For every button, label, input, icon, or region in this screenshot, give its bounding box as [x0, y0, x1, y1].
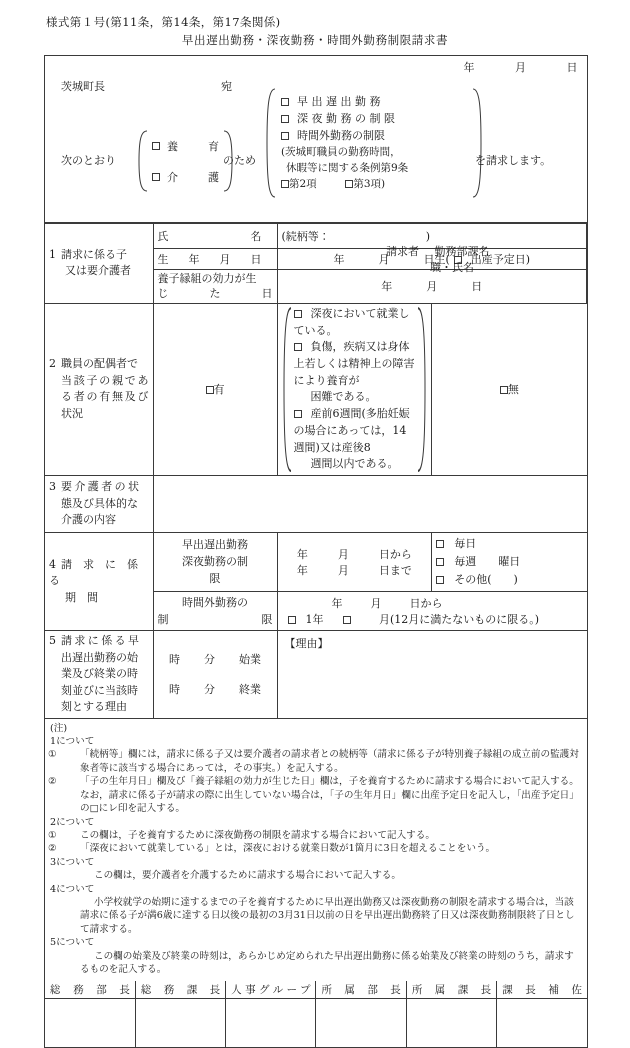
spouse-exists-no[interactable]: [432, 303, 587, 475]
ordinance-item-1: 第2項: [289, 178, 317, 191]
row1-label-line1: 請求に係る子: [61, 247, 127, 261]
notes-paragraph: この欄は，要介護者を介護するために請求する場合において記入する。: [94, 870, 401, 882]
checkbox-icon[interactable]: [281, 132, 289, 140]
stamp-body-row: [45, 998, 587, 1047]
birthdate-label-text: 生 年 月 日: [157, 253, 262, 266]
row2-label-line1: 職員の配偶者で: [61, 357, 138, 371]
notes-section-title: 3について: [50, 856, 95, 868]
date-month-label: 月: [515, 61, 527, 74]
request-kind-option-night[interactable]: [281, 111, 467, 127]
table-row-child-info: [45, 224, 587, 249]
notes-item-mark: ①: [48, 829, 57, 841]
addressee: 茨城町長: [61, 80, 105, 93]
work-hours-field[interactable]: [153, 631, 277, 718]
row4-number: 4: [49, 557, 56, 571]
overtime-option-1year: 1年: [305, 613, 324, 627]
brace-right-icon: [417, 306, 427, 473]
birth-month-label: 月: [378, 253, 390, 266]
checkbox-icon[interactable]: [281, 98, 289, 106]
table-row-period-1: [45, 532, 587, 591]
reason-header: 【理由】: [284, 637, 329, 651]
adoption-label-line1: 養子縁組の効力が生: [157, 272, 257, 285]
spouse-no-label: 無: [507, 383, 519, 397]
spouse-condition-option-2[interactable]: [294, 339, 416, 406]
row4-label: [45, 532, 153, 630]
row5-label: [45, 631, 153, 718]
overtime-from-line: [288, 595, 583, 611]
period-type-line3: 限: [209, 572, 221, 586]
row4-label-line2: 期 間: [65, 590, 98, 604]
row5-label-line4: 刻並びに当該時: [61, 683, 138, 697]
form-frame: [44, 55, 588, 1048]
period-type-early-night-label: [153, 532, 277, 591]
reason-option-ikuji[interactable]: [152, 138, 219, 154]
birth-due-label: 出産予定日): [470, 253, 531, 266]
checkbox-icon[interactable]: [343, 616, 351, 624]
adoption-field-label: [153, 270, 277, 304]
notes-section: [45, 718, 587, 981]
row5-label-line2: 出遅出勤務の始: [61, 650, 138, 664]
period-from-year: 年: [296, 547, 308, 561]
submission-date: [464, 59, 579, 75]
table-row-care-details: [45, 475, 587, 532]
overtime-from-day: 日から: [409, 597, 443, 611]
form-main-table: [45, 223, 587, 718]
start-work-label: 始業: [239, 653, 261, 667]
stamp-cell[interactable]: [406, 998, 496, 1047]
frequency-option-other[interactable]: [436, 571, 582, 589]
row2-number: 2: [49, 357, 56, 371]
request-kind-label: 早 出 遅 出 勤 務: [297, 94, 381, 108]
period-to-month: 月: [337, 563, 349, 577]
request-kind-label: 深 夜 勤 務 の 制 限: [297, 111, 395, 125]
ordinance-line-1: (茨城町職員の勤務時間，: [281, 145, 401, 158]
row3-label-line1: 要介護者の状: [61, 480, 139, 494]
end-hour-label: 時: [169, 683, 180, 697]
date-day-label: 日: [566, 61, 578, 74]
spouse-condition-text: 深夜において就業している。: [293, 306, 410, 337]
nodame-text: のため: [223, 154, 256, 167]
row3-label-line2: 態及び具体的な: [61, 496, 138, 510]
overtime-option-months: 月(12月に満たないものに限る。): [379, 613, 540, 627]
stamp-cell[interactable]: [316, 998, 406, 1047]
requester-field-name: 職・氏名: [430, 260, 474, 274]
spouse-condition-text-cont: 困難である。: [310, 390, 377, 404]
adoption-year-label: 年: [381, 280, 393, 294]
ordinance-item-2: 第3項): [353, 178, 386, 191]
spouse-condition-text: 負傷，疾病又は身体上若しくは精神上の障害により養育が: [293, 340, 415, 387]
period-type-overtime-label: [153, 591, 277, 630]
end-minute-label: 分: [204, 683, 215, 697]
stamp-column-header: 人事グループ: [226, 981, 316, 999]
row3-number: 3: [49, 480, 56, 494]
notes-item-mark: ②: [48, 776, 57, 788]
reason-option-kaigo[interactable]: [152, 169, 219, 185]
ordinance-line-2: 休暇等に関する条例第9条: [286, 161, 409, 174]
birth-day-label: 日生(: [423, 253, 450, 266]
reason-input-area[interactable]: [277, 631, 587, 718]
checkbox-icon[interactable]: [281, 180, 289, 188]
requester-block: [386, 244, 490, 276]
stamp-column-header: 総 務 課 長: [135, 981, 225, 999]
adoption-day-label: 日: [471, 280, 483, 294]
stamp-cell[interactable]: [226, 998, 316, 1047]
brace-left-icon: [137, 130, 148, 192]
notes-item: [50, 829, 582, 842]
spouse-condition-text-cont: 週間以内である。: [310, 457, 399, 471]
approval-stamp-table: [45, 981, 587, 1047]
spouse-condition-text: 産前6週間(多胎妊娠の場合にあっては，14週間)又は産後8: [293, 407, 410, 454]
notes-item: [50, 748, 582, 775]
stamp-cell[interactable]: [45, 998, 135, 1047]
frequency-option-daily[interactable]: [436, 535, 582, 553]
overtime-from-year: 年: [331, 597, 343, 611]
form-number: 様式第１号(第11条，第14条，第17条関係): [46, 15, 281, 29]
notes-item: [50, 842, 582, 855]
frequency-label: 毎日: [454, 537, 477, 551]
name-label-text: 氏 名: [157, 230, 262, 243]
notes-item-mark: ①: [48, 749, 57, 761]
relationship-prefix: (続柄等：: [281, 230, 330, 243]
reason-option-label: 介 護: [167, 170, 219, 184]
overtime-duration-line: [288, 611, 583, 627]
table-row-spouse-status: [45, 303, 587, 475]
start-time-line: [158, 644, 273, 674]
spouse-condition-list: [277, 303, 432, 475]
request-kind-option-early-late[interactable]: [281, 94, 467, 110]
notes-heading: (注): [50, 722, 68, 734]
row2-label: [45, 303, 153, 475]
spouse-yes-label: 有: [213, 383, 225, 397]
table-row-work-hours: [45, 631, 587, 718]
stamp-column-header: 所 属 部 長: [316, 981, 406, 999]
row4-label-line1: 請 求 に 係 る: [49, 557, 149, 588]
frequency-label: その他( ): [454, 572, 518, 586]
reason-option-label: 養 育: [167, 139, 219, 153]
brace-left-icon: [265, 88, 276, 198]
birth-year-label: 年: [333, 253, 345, 266]
relationship-suffix: ): [425, 230, 431, 243]
spouse-condition-option-1[interactable]: [294, 306, 416, 339]
addressee-suffix: 宛: [221, 80, 232, 93]
stamp-column-header: 課 長 補 佐: [497, 981, 587, 999]
checkbox-icon[interactable]: [281, 115, 289, 123]
checkbox-icon[interactable]: [206, 386, 214, 394]
checkbox-icon[interactable]: [294, 410, 302, 418]
notes-item-text: 「深夜において就業している」とは，深夜における就業日数が1箇月に3日を超えることをいう。: [80, 843, 496, 855]
adoption-label-line2: じ た 日: [157, 287, 273, 301]
notes-section-title: 5について: [50, 937, 95, 949]
spouse-condition-option-3[interactable]: [294, 406, 416, 473]
overtime-from-month: 月: [370, 597, 382, 611]
notes-item: [50, 775, 582, 815]
stamp-header-row: [45, 981, 587, 999]
stamp-column-header: 総 務 部 長: [45, 981, 135, 999]
checkbox-icon[interactable]: [152, 142, 160, 150]
row5-label-line3: 業及び終業の時: [61, 667, 138, 681]
requester-label: 請求者: [386, 245, 419, 258]
row2-label-line3: る者の有無及び: [61, 390, 149, 404]
period-date-range[interactable]: [277, 532, 432, 591]
checkbox-icon[interactable]: [436, 576, 444, 584]
checkbox-icon[interactable]: [436, 540, 444, 548]
row5-number: 5: [49, 634, 56, 648]
lead-in-text: 次のとおり: [61, 154, 116, 167]
stamp-cell[interactable]: [135, 998, 225, 1047]
row1-number: 1: [49, 247, 56, 261]
care-details-input[interactable]: [153, 475, 587, 532]
row2-label-line4: 状況: [61, 406, 83, 420]
document-title: 早出遅出勤務・深夜勤務・時間外勤務制限請求書: [181, 33, 449, 47]
start-hour-label: 時: [169, 653, 180, 667]
notes-item-text: 「続柄等」欄には，請求に係る子又は要介護者の請求者との続柄等（請求に係る子が特別養子縁組の成立前の監護対象者等に該当する場合にあっては，その事実。）を記入する。: [80, 749, 579, 774]
period-to-year: 年: [296, 563, 308, 577]
notes-item-mark: ②: [48, 843, 57, 855]
checkbox-icon[interactable]: [294, 310, 302, 318]
stamp-column-header: 所 属 課 長: [406, 981, 496, 999]
notes-item-text: この欄は，子を養育するために深夜勤務の制限を請求する場合において記入する。: [80, 829, 435, 841]
adoption-month-label: 月: [426, 280, 438, 294]
birthdate-field-label: [153, 249, 277, 270]
row3-label-line3: 介護の内容: [61, 513, 116, 527]
period-to-line: [282, 562, 428, 578]
brace-left-icon: [282, 306, 292, 473]
ordinance-item-row: [281, 177, 467, 192]
spouse-exists-yes[interactable]: [153, 303, 277, 475]
period-type-line1: 早出遅出勤務: [182, 538, 248, 552]
checkbox-icon[interactable]: [294, 343, 302, 351]
row1-label-line2: 又は要介護者: [65, 264, 131, 278]
row3-label: [45, 475, 153, 532]
notes-paragraph: この欄の始業及び終業の時刻は，あらかじめ定められた早出遅出勤務に係る始業及び終業の時刻のうち，請求するものを記入する。: [80, 950, 574, 976]
checkbox-icon[interactable]: [500, 386, 508, 394]
request-kind-option-overtime[interactable]: [281, 128, 467, 144]
end-time-line: [158, 674, 273, 704]
period-from-day: 日から: [378, 547, 412, 561]
reason-option-group: [137, 130, 234, 192]
request-kind-group: [265, 88, 483, 198]
frequency-option-weekly[interactable]: [436, 553, 582, 571]
request-suffix-text: を請求します。: [475, 154, 552, 167]
row1-label: [45, 224, 153, 304]
requester-field-department: 勤務部課名: [434, 245, 490, 258]
checkbox-icon[interactable]: [288, 616, 296, 624]
checkbox-icon[interactable]: [436, 558, 444, 566]
period-from-month: 月: [337, 547, 349, 561]
period-to-day: 日まで: [378, 563, 412, 577]
brace-right-icon: [472, 88, 483, 198]
row5-label-line5: 刻とする理由: [61, 700, 127, 714]
overtime-type-line1: 時間外勤務の: [182, 595, 248, 609]
overtime-period-field[interactable]: [277, 591, 587, 630]
stamp-cell[interactable]: [497, 998, 587, 1047]
end-work-label: 終業: [239, 683, 261, 697]
notes-section-title: 1について: [50, 735, 95, 747]
row2-label-line2: 当該子の親であ: [61, 373, 149, 387]
overtime-type-line2: 制 限: [157, 613, 273, 627]
start-minute-label: 分: [204, 653, 215, 667]
period-type-line2: 深夜勤務の制: [182, 555, 248, 569]
period-from-line: [282, 546, 428, 562]
notes-section-title: 2について: [50, 816, 95, 828]
notes-paragraph: 小学校就学の始期に達するまでの子を養育するために早出遅出勤務又は深夜勤務の制限を請求する場合は，当該請求に係る子が満6歳に達する日以後の最初の3月31日以前の日を早出遅出勤務終了日又は深夜勤務制限終了日として請求する。: [80, 897, 575, 935]
date-year-label: 年: [463, 61, 475, 74]
row5-label-line1: 請求に係る早: [61, 634, 139, 648]
notes-section-title: 4について: [50, 883, 95, 895]
period-frequency-options: [432, 532, 587, 591]
checkbox-icon[interactable]: [152, 173, 160, 181]
frequency-label: 毎週 曜日: [454, 555, 521, 569]
request-kind-label: 時間外勤務の制限: [297, 128, 385, 142]
name-field-label: [153, 224, 277, 249]
notes-item-text: 「子の生年月日」欄及び「養子縁組の効力が生じた日」欄は，子を養育するために請求する場合において記入する。なお，請求に係る子が請求の際に出生していない場合は，「子の生年月日」欄に出産予定日を記入し，「出産予定日」の□にレ印を記入する。: [80, 776, 579, 815]
